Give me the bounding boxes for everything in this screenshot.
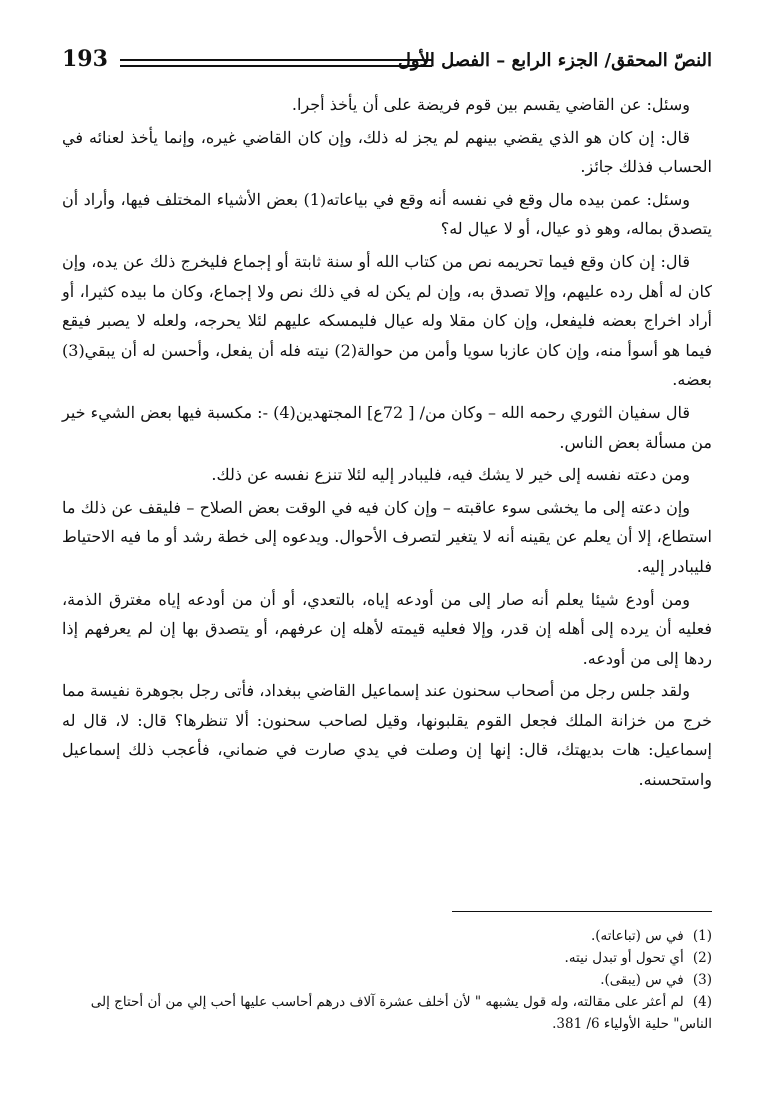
footnote — [62, 947, 712, 969]
footnote — [62, 925, 712, 947]
footnote-text: أي تحول أو تبدل نيته. — [564, 950, 684, 966]
paragraph: قال: إن كان هو الذي يقضي بينهم لم يجز له ذلك، وإن كان القاضي غيره، وإنما يأخذ لعنائه في الحساب فذلك جائز. — [62, 127, 712, 177]
paragraph: ومن أودع شيئا يعلم أنه صار إلى من أودعه إياه، بالتعدي، أو أن من أودعه إياه مغترق الذمة، فعليه أن يرده إلى أهله إن قدر، وإلا فعليه قيمته لأهله إن عرفهم، أو يتصدق بها إن لم يعرفهم إذا ردها إلى من أودعه. — [62, 589, 712, 668]
footnote — [62, 969, 712, 991]
footnotes — [62, 925, 712, 1035]
paragraph: قال سفيان الثوري رحمه الله – وكان من/ [ 72ع] المجتهدين(4) -: مكسبة فيها بعض الشيء خير من مسألة بعض الناس. — [62, 402, 712, 452]
running-title: النصّ المحقق/ الجزء الرابع – الفصل الأول — [397, 50, 712, 71]
footnote-number: (1) — [692, 928, 712, 944]
footnote-number: (4) — [692, 994, 712, 1010]
paragraph: وإن دعته إلى ما يخشى سوء عاقبته – وإن كان فيه في الوقت بعض الصلاح – فليقف عن ذلك ما استطاع، إلا أن يعلم عن يقينه أنه لا يتغير لتصرف الأحوال. ويدعوه إلى خطة رشد أو ما فيه الاحتياط فليبادر إليه. — [62, 497, 712, 576]
footnote-text: في س (يبقى). — [600, 972, 684, 988]
paragraph: قال: إن كان وقع فيما تحريمه نص من كتاب الله أو سنة ثابتة أو إجماع فليخرج ذلك عن يده، وإن كان له أهل رده عليهم، وإلا تصدق به، وإن لم يكن له في ذلك نص ولا إجماع، وكان ما بيده كثيرا، أو أراد اخراج بعضه فليفعل، وإن كان مقلا وله عيال فليمسكه عليهم لئلا يحرجه، ولعله لا يصبر فيقع فيما هو أسوأ منه، وإن كان عازبا سويا وأمن من حوالة(2) نيته فله أن يفعل، وأحسن له أن يبقي(3) بعضه. — [62, 251, 713, 390]
page-number: 193 — [62, 46, 108, 72]
footnote-text: لم أعثر على مقالته، وله قول يشبهه " لأن أخلف عشرة آلاف درهم أحاسب عليها أحب إلي من أن أحتاج إلى الناس" حلية الأولياء 6/ 381. — [90, 994, 712, 1032]
main-text — [62, 90, 712, 798]
footnote-separator — [452, 911, 712, 912]
paragraph: ولقد جلس رجل من أصحاب سحنون عند إسماعيل القاضي ببغداد، فأتى رجل بجوهرة نفيسة مما خرج من خزانة الملك فجعل القوم يقلبونها، وقيل لصاحب سحنون: ألا تنظرها؟ قال: لا، قال له إسماعيل: هات بديهتك، قال: إنها إن وصلت في يدي صارت في ضماني، فأعجب ذلك إسماعيل واستحسنه. — [62, 681, 712, 790]
page-header — [62, 46, 712, 80]
paragraph: ومن دعته نفسه إلى خير لا يشك فيه، فليبادر إليه لئلا تنزع نفسه عن ذلك. — [211, 465, 690, 485]
footnote-number: (2) — [692, 950, 712, 966]
header-double-rule — [120, 59, 432, 67]
paragraph: وسئل: عمن بيده مال وقع في نفسه أنه وقع في بياعاته(1) بعض الأشياء المختلف فيها، وأراد أن يتصدق بماله، وهو ذو عيال، أو لا عيال له؟ — [62, 189, 712, 239]
footnote-number: (3) — [692, 972, 712, 988]
paragraph: وسئل: عن القاضي يقسم بين قوم فريضة على أن يأخذ أجرا. — [291, 95, 690, 114]
footnote-text: في س (تباعاته). — [591, 928, 684, 944]
footnote — [62, 991, 712, 1035]
